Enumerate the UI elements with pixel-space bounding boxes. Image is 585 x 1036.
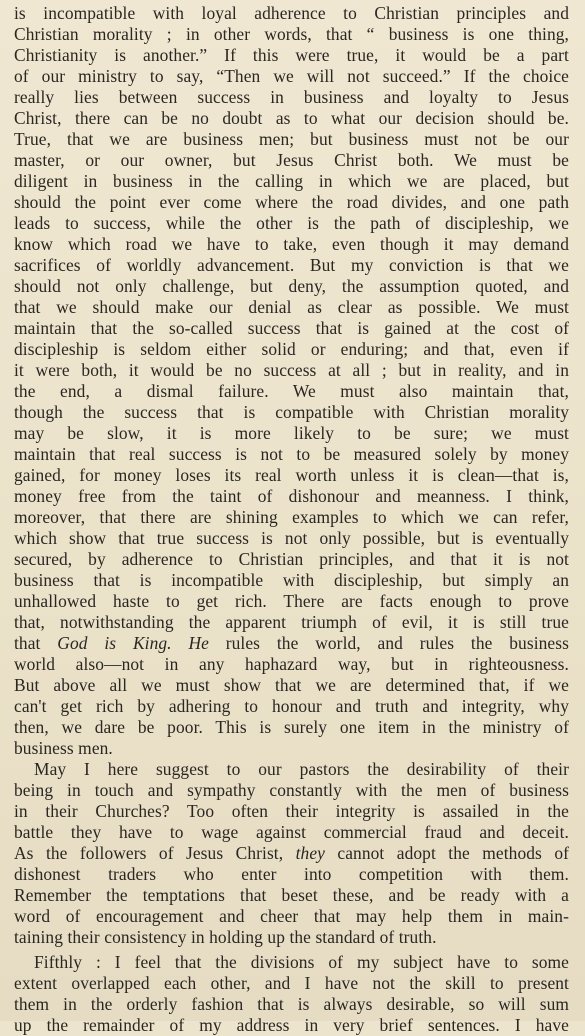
text-line: Christ, there can be no doubt as to what our decision should be.	[14, 108, 569, 128]
text-line: of our ministry to say, “Then we will not succeed.” If the choice	[14, 66, 569, 86]
text-line: sacrifices of worldly advancement. But my conviction is that we	[14, 255, 569, 275]
text-line: secured, by adherence to Christian principles, and that it is not	[14, 549, 569, 569]
text-line: is incompatible with loyal adherence to Christian principles and	[14, 3, 569, 23]
text-line: diligent in business in the calling in which we are placed, but	[14, 171, 569, 191]
text-line-with-italics: As the followers of Jesus Christ, they cannot adopt the methods of	[14, 843, 569, 863]
text-line: battle they have to wage against commercial fraud and deceit.	[14, 822, 569, 842]
text-line: then, we dare be poor. This is surely one item in the ministry of	[14, 717, 569, 737]
text-line: should not only challenge, but deny, the assumption quoted, and	[14, 276, 569, 296]
text-line: But above all we must show that we are determined that, if we	[14, 675, 569, 695]
text-line: unhallowed haste to get rich. There are facts enough to prove	[14, 591, 569, 611]
text-line: can't get rich by adhering to honour and truth and integrity, why	[14, 696, 569, 716]
text-line: it were both, it would be no success at all ; but in reality, and in	[14, 360, 569, 380]
text-line: which show that true success is not only possible, but is eventually	[14, 528, 569, 548]
text-line: that we should make our denial as clear as possible. We must	[14, 297, 569, 317]
text-line: may be slow, it is more likely to be sure; we must	[14, 423, 569, 443]
text-line: Christian morality ; in other words, that “ business is one thing,	[14, 24, 569, 44]
text-line: money free from the taint of dishonour and meanness. I think,	[14, 486, 569, 506]
text-line: word of encouragement and cheer that may help them in main-	[14, 906, 569, 926]
text-line: that, notwithstanding the apparent triumph of evil, it is still true	[14, 612, 569, 632]
text-line: being in touch and sympathy constantly with the men of business	[14, 780, 569, 800]
text-line: Remember the temptations that beset these, and be ready with a	[14, 885, 569, 905]
text-line-with-italics: that God is King. He rules the world, and rules the business	[14, 633, 569, 653]
text-line: moreover, that there are shining examples to which we can refer,	[14, 507, 569, 527]
text-line: leads to success, while the other is the path of discipleship, we	[14, 213, 569, 233]
text-line: True, that we are business men; but business must not be our	[14, 129, 569, 149]
text-line: maintain that real success is not to be measured solely by money	[14, 444, 569, 464]
text-line: up the remainder of my address in very brief sentences. I have	[14, 1015, 569, 1035]
text-line: gained, for money loses its real worth unless it is clean—that is,	[14, 465, 569, 485]
text-line: Christianity is another.” If this were true, it would be a part	[14, 45, 569, 65]
text-line: the end, a dismal failure. We must also maintain that,	[14, 381, 569, 401]
text-line: business that is incompatible with discipleship, but simply an	[14, 570, 569, 590]
text-line: really lies between success in business and loyalty to Jesus	[14, 87, 569, 107]
text-line: should the point ever come where the road divides, and one path	[14, 192, 569, 212]
text-line: extent overlapped each other, and I have not the skill to present	[14, 973, 569, 993]
text-line: them in the orderly fashion that is always desirable, so will sum	[14, 994, 569, 1014]
text-line: know which road we have to take, even though it may demand	[14, 234, 569, 254]
text-line: though the success that is compatible with Christian morality	[14, 402, 569, 422]
text-line: master, or our owner, but Jesus Christ both. We must be	[14, 150, 569, 170]
paragraph-first-line: May I here suggest to our pastors the desirability of their	[34, 759, 569, 779]
text-line: world also—not in any haphazard way, but in righteousness.	[14, 654, 569, 674]
text-line: dishonest traders who enter into competition with them.	[14, 864, 569, 884]
paragraph-end-line: business men.	[14, 738, 113, 758]
paragraph-end-line: taining their consistency in holding up the standard of truth.	[14, 927, 437, 947]
text-line: maintain that the so-called success that is gained at the cost of	[14, 318, 569, 338]
paragraph-first-line: Fifthly : I feel that the divisions of my subject have to some	[34, 952, 569, 972]
text-line: discipleship is seldom either solid or enduring; and that, even if	[14, 339, 569, 359]
text-line: in their Churches? Too often their integrity is assailed in the	[14, 801, 569, 821]
